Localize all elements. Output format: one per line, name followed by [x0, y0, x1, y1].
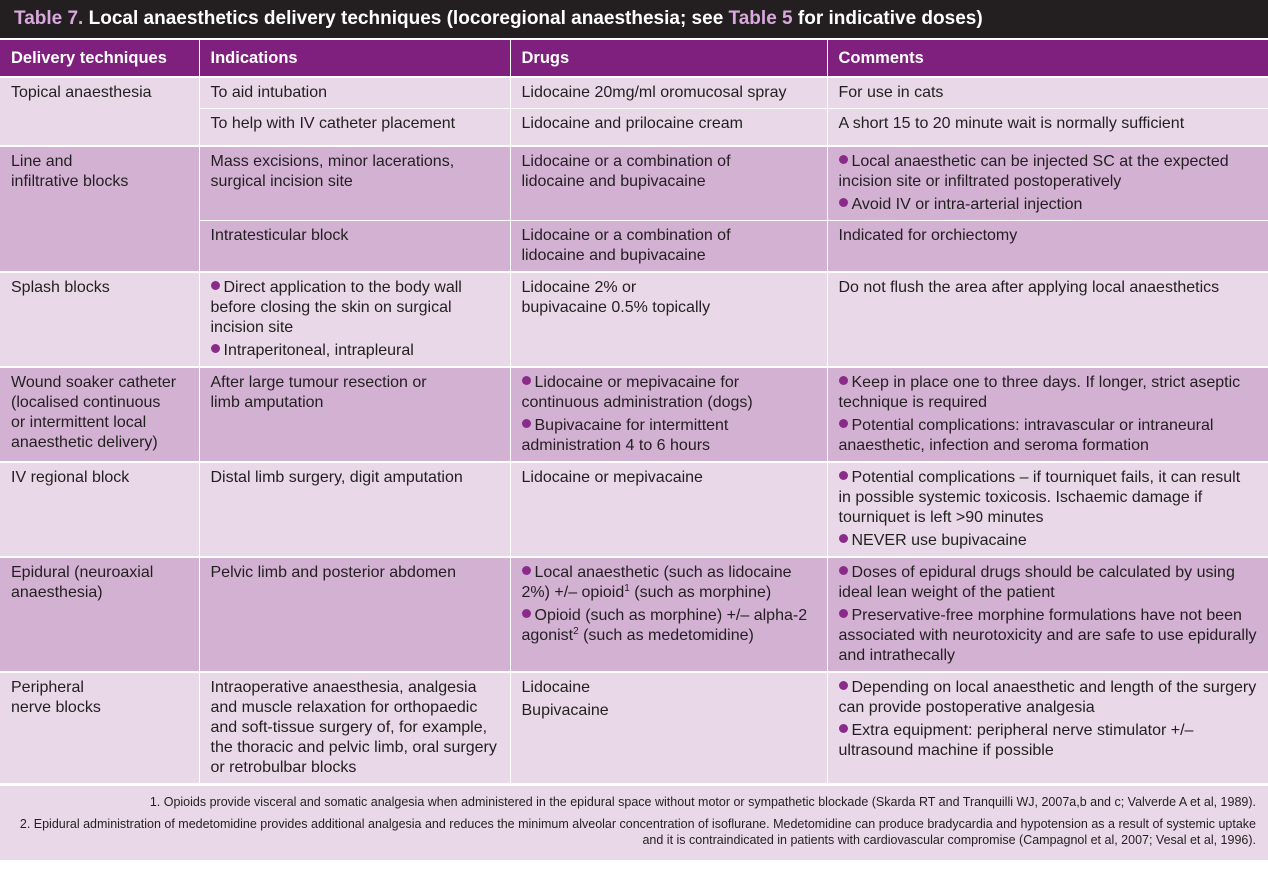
table-title	[0, 0, 1268, 38]
comment-cell: Do not flush the area after applying local anaesthetics	[827, 272, 1268, 367]
drug-line: Lidocaine or a combination of	[521, 153, 731, 170]
indication-cell: Distal limb surgery, digit amputation	[199, 462, 510, 557]
bullet-item	[839, 563, 1258, 603]
indication-cell: Pelvic limb and posterior abdomen	[199, 557, 510, 672]
footnote-2: 2. Epidural administration of medetomidine provides additional analgesia and reduces the minimum alveolar concentration of isoflurane. Medetomidine can produce bradycardia and hypotension as a result of systemic uptake and it is contraindicated in patients with cardiovascular compromise (Campagnol et al, 2007; Vesal et al, 1996).	[19, 817, 1256, 847]
techniques-table	[0, 38, 1268, 784]
column-header-drugs: Drugs	[510, 39, 827, 77]
bullet-item	[211, 278, 499, 338]
bullet-item	[522, 373, 816, 413]
drug-line: Bupivacaine	[521, 702, 609, 719]
bullet-item	[839, 721, 1258, 761]
bullet-item	[839, 468, 1258, 528]
table-row	[0, 77, 1268, 109]
bullet-icon	[522, 419, 531, 428]
technique-name: anaesthetic delivery)	[11, 434, 158, 451]
drug-cell	[510, 146, 827, 221]
drug-cell: Lidocaine and prilocaine cream	[510, 109, 827, 147]
indication-cell: To help with IV catheter placement	[199, 109, 510, 147]
drug-cell: Lidocaine 20mg/ml oromucosal spray	[510, 77, 827, 109]
drug-line: Lidocaine 2% or	[521, 279, 637, 296]
column-header-indications: Indications	[199, 39, 510, 77]
table-row	[0, 367, 1268, 462]
drug-line: lidocaine and bupivacaine	[521, 173, 706, 190]
technique-cell	[0, 672, 199, 784]
bullet-item	[839, 531, 1258, 551]
bullet-text: Intraperitoneal, intrapleural	[223, 342, 414, 359]
bullet-item	[839, 152, 1258, 192]
indication-cell: To aid intubation	[199, 77, 510, 109]
indication-cell	[199, 367, 510, 462]
bullet-icon	[522, 566, 531, 575]
column-header-comments: Comments	[827, 39, 1268, 77]
technique-name: Peripheral	[11, 679, 84, 696]
bullet-text: Lidocaine or mepivacaine for continuous administration (dogs)	[521, 374, 753, 411]
comment-cell: For use in cats	[827, 77, 1268, 109]
indication-cell	[199, 146, 510, 221]
indication-cell: Intratesticular block	[199, 221, 510, 273]
footnotes	[0, 784, 1268, 860]
bullet-icon	[839, 419, 848, 428]
technique-name: Line and	[11, 153, 73, 170]
bullet-text: (such as medetomidine)	[578, 627, 754, 644]
table-row	[0, 557, 1268, 672]
technique-cell: IV regional block	[0, 462, 199, 557]
drug-cell	[510, 557, 827, 672]
bullet-icon	[211, 281, 220, 290]
drug-cell	[510, 221, 827, 273]
bullet-icon	[839, 609, 848, 618]
comment-cell	[827, 672, 1268, 784]
technique-name: infiltrative blocks	[11, 173, 129, 190]
bullet-icon	[522, 376, 531, 385]
drug-cell	[510, 367, 827, 462]
bullet-icon	[839, 681, 848, 690]
drug-line: Lidocaine	[521, 679, 590, 696]
bullet-item	[839, 416, 1258, 456]
technique-name: nerve blocks	[11, 699, 101, 716]
bullet-icon	[839, 566, 848, 575]
comment-cell	[827, 367, 1268, 462]
bullet-icon	[211, 344, 220, 353]
table-title-text-end: for indicative doses)	[797, 8, 983, 29]
indication-line: surgical incision site	[210, 173, 353, 190]
bullet-text: Potential complications: intravascular or intraneural anaesthetic, infection and seroma formation	[838, 417, 1214, 454]
technique-name: (localised continuous	[11, 394, 161, 411]
table-row	[0, 146, 1268, 221]
bullet-text: Keep in place one to three days. If longer, strict aseptic technique is required	[838, 374, 1241, 411]
indication-line: Mass excisions, minor lacerations,	[210, 153, 455, 170]
comment-cell: Indicated for orchiectomy	[827, 221, 1268, 273]
bullet-text: Opioid (such as morphine) +/– alpha-2 agonist	[521, 607, 808, 644]
bullet-text: Potential complications – if tourniquet fails, it can result in possible systemic toxicosis. Ischaemic damage if tourniquet is left >90 minutes	[838, 469, 1241, 526]
bullet-text: (such as morphine)	[629, 584, 772, 601]
technique-name: Topical anaesthesia	[11, 84, 152, 101]
bullet-icon	[839, 155, 848, 164]
bullet-item	[522, 416, 816, 456]
drug-cell: Lidocaine or mepivacaine	[510, 462, 827, 557]
technique-name: Epidural (neuroaxial	[11, 564, 154, 581]
bullet-text: Preservative-free morphine formulations have not been associated with neurotoxicity and are safe to use epidurally and intrathecally	[838, 607, 1257, 664]
footnote-ref: 2	[573, 626, 579, 637]
bullet-item	[839, 678, 1258, 718]
comment-cell	[827, 146, 1268, 221]
bullet-icon	[839, 198, 848, 207]
bullet-text: Doses of epidural drugs should be calculated by using ideal lean weight of the patient	[838, 564, 1235, 601]
bullet-text: Direct application to the body wall before closing the skin on surgical incision site	[210, 279, 462, 336]
indication-line: limb amputation	[210, 394, 324, 411]
bullet-item	[839, 195, 1258, 215]
table-row	[0, 462, 1268, 557]
bullet-icon	[839, 471, 848, 480]
bullet-item	[522, 563, 816, 603]
table-row	[0, 272, 1268, 367]
table-row	[0, 672, 1268, 784]
bullet-item	[211, 341, 499, 361]
footnote-1: 1. Opioids provide visceral and somatic analgesia when administered in the epidural space without motor or sympathetic blockade (Skarda RT and Tranquilli WJ, 2007a,b and c; Valverde A et al, 1989).	[149, 795, 1256, 809]
technique-name: Wound soaker catheter	[11, 374, 177, 391]
comment-cell: A short 15 to 20 minute wait is normally sufficient	[827, 109, 1268, 147]
technique-cell	[0, 557, 199, 672]
column-header-techniques: Delivery techniques	[0, 39, 199, 77]
bullet-text: Extra equipment: peripheral nerve stimulator +/– ultrasound machine if possible	[838, 722, 1194, 759]
indication-cell: Intraoperative anaesthesia, analgesia and muscle relaxation for orthopaedic and soft-tissue surgery of, for example, the thoracic and pelvic limb, oral surgery or retrobulbar blocks	[199, 672, 510, 784]
technique-cell	[0, 77, 199, 146]
indication-line: After large tumour resection or	[210, 374, 427, 391]
drug-line: bupivacaine 0.5% topically	[521, 299, 711, 316]
bullet-text: Avoid IV or intra-arterial injection	[851, 196, 1083, 213]
bullet-icon	[522, 609, 531, 618]
footnote-ref: 1	[624, 583, 630, 594]
bullet-item	[839, 373, 1258, 413]
bullet-icon	[839, 534, 848, 543]
drug-cell	[510, 672, 827, 784]
bullet-item	[839, 606, 1258, 666]
bullet-text: Depending on local anaesthetic and length of the surgery can provide postoperative analgesia	[838, 679, 1257, 716]
technique-cell	[0, 146, 199, 272]
technique-name: anaesthesia)	[11, 584, 103, 601]
bullet-item	[522, 606, 816, 646]
drug-cell	[510, 272, 827, 367]
drug-line: lidocaine and bupivacaine	[521, 247, 706, 264]
indication-cell	[199, 272, 510, 367]
bullet-text: NEVER use bupivacaine	[851, 532, 1027, 549]
bullet-text: Local anaesthetic (such as lidocaine 2%) +/– opioid	[521, 564, 792, 601]
bullet-text: Bupivacaine for intermittent administration 4 to 6 hours	[521, 417, 729, 454]
technique-cell: Splash blocks	[0, 272, 199, 367]
table-title-text: Local anaesthetics delivery techniques (locoregional anaesthesia; see	[88, 8, 724, 29]
drug-line: Lidocaine or a combination of	[521, 227, 731, 244]
bullet-icon	[839, 724, 848, 733]
bullet-text: Local anaesthetic can be injected SC at the expected incision site or infiltrated postoperatively	[838, 153, 1229, 190]
comment-cell	[827, 462, 1268, 557]
comment-cell	[827, 557, 1268, 672]
technique-cell	[0, 367, 199, 462]
bullet-icon	[839, 376, 848, 385]
table-label: Table 7.	[14, 8, 84, 29]
table-reference-link[interactable]: Table 5	[728, 8, 793, 29]
technique-name: or intermittent local	[11, 414, 147, 431]
header-row	[0, 39, 1268, 77]
